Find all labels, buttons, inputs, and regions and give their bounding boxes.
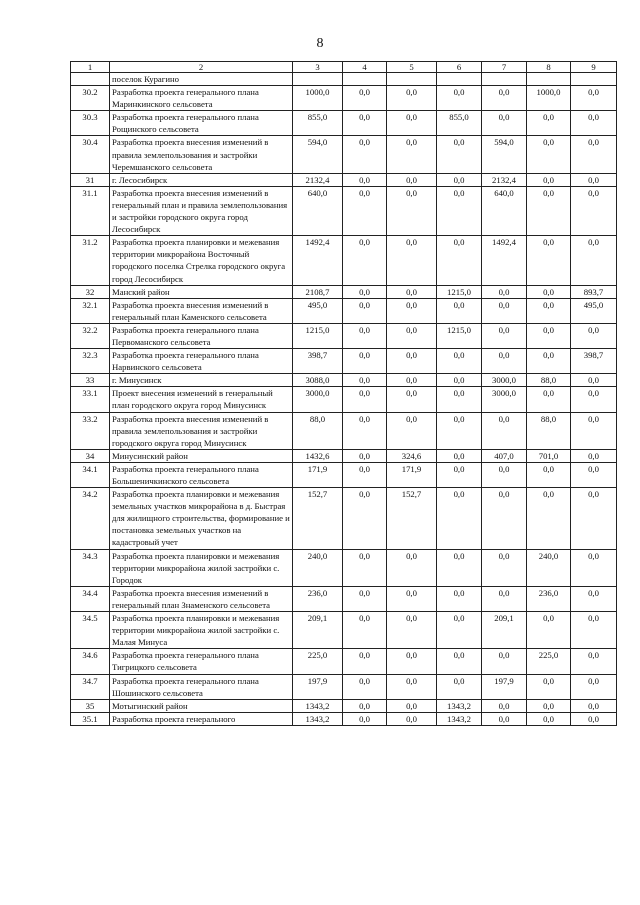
amount-cell: 0,0 <box>343 449 387 462</box>
amount-cell: 0,0 <box>437 488 482 549</box>
amount-cell: 594,0 <box>482 136 527 173</box>
amount-cell: 0,0 <box>571 586 617 611</box>
row-number: 30.4 <box>71 136 110 173</box>
table-row <box>71 449 617 462</box>
amount-cell: 0,0 <box>571 323 617 348</box>
amount-cell: 0,0 <box>571 488 617 549</box>
amount-cell: 0,0 <box>482 649 527 674</box>
page-number: 8 <box>316 36 324 51</box>
amount-cell: 0,0 <box>437 236 482 285</box>
table-row <box>71 674 617 699</box>
amount-cell: 0,0 <box>343 111 387 136</box>
amount-cell: 225,0 <box>527 649 571 674</box>
table-row <box>71 111 617 136</box>
table-row <box>71 349 617 374</box>
amount-cell: 1215,0 <box>437 285 482 298</box>
amount-cell: 855,0 <box>437 111 482 136</box>
amount-cell: 1215,0 <box>437 323 482 348</box>
amount-cell: 0,0 <box>437 586 482 611</box>
amount-cell: 0,0 <box>343 186 387 235</box>
row-number: 35.1 <box>71 712 110 725</box>
amount-cell: 152,7 <box>387 488 437 549</box>
row-number: 35 <box>71 699 110 712</box>
amount-cell: 594,0 <box>293 136 343 173</box>
amount-cell: 0,0 <box>343 285 387 298</box>
amount-cell: 0,0 <box>343 349 387 374</box>
column-header: 9 <box>571 62 617 73</box>
amount-cell: 0,0 <box>343 412 387 449</box>
column-header: 5 <box>387 62 437 73</box>
row-description: Разработка проекта генерального плана Первоманского сельсовета <box>110 323 293 348</box>
amount-cell: 0,0 <box>387 649 437 674</box>
row-number: 31 <box>71 173 110 186</box>
amount-cell: 0,0 <box>387 236 437 285</box>
row-description: г. Минусинск <box>110 374 293 387</box>
table-row <box>71 298 617 323</box>
row-number: 33.2 <box>71 412 110 449</box>
amount-cell: 0,0 <box>343 549 387 586</box>
amount-cell: 171,9 <box>293 462 343 487</box>
amount-cell: 0,0 <box>343 699 387 712</box>
row-description: Разработка проекта генерального плана Рощинского сельсовета <box>110 111 293 136</box>
amount-cell: 1432,6 <box>293 449 343 462</box>
table-row <box>71 173 617 186</box>
amount-cell <box>437 73 482 86</box>
amount-cell: 0,0 <box>527 387 571 412</box>
amount-cell: 0,0 <box>527 674 571 699</box>
amount-cell: 225,0 <box>293 649 343 674</box>
amount-cell: 0,0 <box>571 136 617 173</box>
column-header: 2 <box>110 62 293 73</box>
amount-cell: 0,0 <box>437 186 482 235</box>
amount-cell: 0,0 <box>527 462 571 487</box>
amount-cell: 398,7 <box>293 349 343 374</box>
amount-cell: 0,0 <box>527 488 571 549</box>
column-header: 4 <box>343 62 387 73</box>
amount-cell: 0,0 <box>571 699 617 712</box>
amount-cell <box>387 73 437 86</box>
table-body <box>71 73 617 726</box>
table-row <box>71 387 617 412</box>
amount-cell: 0,0 <box>387 111 437 136</box>
amount-cell: 0,0 <box>343 323 387 348</box>
table-row <box>71 86 617 111</box>
amount-cell <box>343 73 387 86</box>
amount-cell: 0,0 <box>387 374 437 387</box>
row-number: 32.1 <box>71 298 110 323</box>
amount-cell: 0,0 <box>482 586 527 611</box>
amount-cell: 0,0 <box>437 549 482 586</box>
amount-cell: 240,0 <box>293 549 343 586</box>
amount-cell: 0,0 <box>437 86 482 111</box>
table-row <box>71 136 617 173</box>
amount-cell: 0,0 <box>343 136 387 173</box>
amount-cell: 0,0 <box>387 298 437 323</box>
amount-cell: 0,0 <box>571 549 617 586</box>
amount-cell: 0,0 <box>437 298 482 323</box>
amount-cell: 1492,4 <box>293 236 343 285</box>
amount-cell: 0,0 <box>387 699 437 712</box>
table-row <box>71 73 617 86</box>
amount-cell: 3000,0 <box>482 374 527 387</box>
amount-cell: 0,0 <box>343 173 387 186</box>
amount-cell: 0,0 <box>571 374 617 387</box>
table-row <box>71 612 617 649</box>
amount-cell: 197,9 <box>482 674 527 699</box>
amount-cell: 407,0 <box>482 449 527 462</box>
row-number: 31.2 <box>71 236 110 285</box>
budget-table <box>70 61 617 726</box>
amount-cell: 0,0 <box>437 462 482 487</box>
table-row <box>71 462 617 487</box>
row-description: Разработка проекта планировки и межевания земельных участков микрорайона в д. Быстрая для жилищного строительства, формирование и постановка земельных участков на кадастровый учет <box>110 488 293 549</box>
table-row <box>71 374 617 387</box>
amount-cell: 0,0 <box>527 173 571 186</box>
amount-cell: 0,0 <box>437 374 482 387</box>
row-number: 34.4 <box>71 586 110 611</box>
amount-cell: 701,0 <box>527 449 571 462</box>
column-header: 1 <box>71 62 110 73</box>
amount-cell: 0,0 <box>527 349 571 374</box>
amount-cell: 0,0 <box>343 374 387 387</box>
amount-cell: 0,0 <box>387 549 437 586</box>
amount-cell: 1343,2 <box>437 699 482 712</box>
amount-cell: 640,0 <box>293 186 343 235</box>
amount-cell: 240,0 <box>527 549 571 586</box>
amount-cell: 2132,4 <box>482 173 527 186</box>
amount-cell: 0,0 <box>482 462 527 487</box>
amount-cell: 0,0 <box>387 586 437 611</box>
amount-cell: 0,0 <box>387 186 437 235</box>
amount-cell: 0,0 <box>343 674 387 699</box>
amount-cell: 3088,0 <box>293 374 343 387</box>
amount-cell: 0,0 <box>571 412 617 449</box>
table-row <box>71 699 617 712</box>
amount-cell: 0,0 <box>343 86 387 111</box>
column-header: 8 <box>527 62 571 73</box>
amount-cell: 0,0 <box>527 298 571 323</box>
amount-cell: 0,0 <box>343 612 387 649</box>
amount-cell: 0,0 <box>482 712 527 725</box>
amount-cell: 88,0 <box>293 412 343 449</box>
amount-cell: 0,0 <box>527 111 571 136</box>
amount-cell: 0,0 <box>527 186 571 235</box>
amount-cell: 236,0 <box>527 586 571 611</box>
amount-cell: 0,0 <box>437 612 482 649</box>
table-row <box>71 712 617 725</box>
table-header-row <box>71 62 617 73</box>
column-header: 3 <box>293 62 343 73</box>
amount-cell: 0,0 <box>571 449 617 462</box>
row-number: 34.6 <box>71 649 110 674</box>
amount-cell: 0,0 <box>343 236 387 285</box>
amount-cell: 2108,7 <box>293 285 343 298</box>
amount-cell: 0,0 <box>527 323 571 348</box>
amount-cell: 0,0 <box>527 236 571 285</box>
row-number: 30.3 <box>71 111 110 136</box>
table-row <box>71 186 617 235</box>
row-number: 34.7 <box>71 674 110 699</box>
amount-cell: 0,0 <box>571 712 617 725</box>
amount-cell: 1343,2 <box>437 712 482 725</box>
row-description: Проект внесения изменений в генеральный план городского округа город Минусинск <box>110 387 293 412</box>
row-description: Манский район <box>110 285 293 298</box>
amount-cell: 893,7 <box>571 285 617 298</box>
row-number: 32 <box>71 285 110 298</box>
amount-cell: 0,0 <box>482 323 527 348</box>
row-description: поселок Курагино <box>110 73 293 86</box>
amount-cell: 0,0 <box>571 387 617 412</box>
row-number: 33.1 <box>71 387 110 412</box>
amount-cell: 1343,2 <box>293 699 343 712</box>
amount-cell <box>482 73 527 86</box>
amount-cell: 0,0 <box>387 349 437 374</box>
amount-cell: 324,6 <box>387 449 437 462</box>
amount-cell: 0,0 <box>482 549 527 586</box>
amount-cell: 0,0 <box>437 173 482 186</box>
table-row <box>71 649 617 674</box>
table-row <box>71 488 617 549</box>
amount-cell: 0,0 <box>482 86 527 111</box>
amount-cell: 1000,0 <box>293 86 343 111</box>
amount-cell: 3000,0 <box>482 387 527 412</box>
amount-cell: 0,0 <box>343 387 387 412</box>
amount-cell: 152,7 <box>293 488 343 549</box>
table-row <box>71 236 617 285</box>
amount-cell: 88,0 <box>527 412 571 449</box>
row-description: Разработка проекта генерального плана Маринкинского сельсовета <box>110 86 293 111</box>
amount-cell: 495,0 <box>571 298 617 323</box>
amount-cell: 0,0 <box>571 612 617 649</box>
amount-cell: 495,0 <box>293 298 343 323</box>
amount-cell: 88,0 <box>527 374 571 387</box>
row-description: Разработка проекта планировки и межевания территории микрорайона жилой застройки с. Городок <box>110 549 293 586</box>
amount-cell: 0,0 <box>387 285 437 298</box>
amount-cell: 640,0 <box>482 186 527 235</box>
row-number <box>71 73 110 86</box>
amount-cell: 0,0 <box>571 236 617 285</box>
amount-cell: 0,0 <box>482 298 527 323</box>
amount-cell: 0,0 <box>482 412 527 449</box>
amount-cell: 2132,4 <box>293 173 343 186</box>
amount-cell: 0,0 <box>482 488 527 549</box>
amount-cell <box>527 73 571 86</box>
amount-cell: 0,0 <box>387 173 437 186</box>
amount-cell: 0,0 <box>571 186 617 235</box>
amount-cell: 0,0 <box>437 674 482 699</box>
row-number: 32.3 <box>71 349 110 374</box>
amount-cell: 209,1 <box>293 612 343 649</box>
amount-cell: 0,0 <box>437 387 482 412</box>
row-number: 34.1 <box>71 462 110 487</box>
amount-cell: 0,0 <box>571 173 617 186</box>
amount-cell: 0,0 <box>482 111 527 136</box>
amount-cell: 0,0 <box>482 285 527 298</box>
amount-cell: 1215,0 <box>293 323 343 348</box>
amount-cell: 0,0 <box>527 612 571 649</box>
amount-cell: 0,0 <box>482 699 527 712</box>
row-description: Разработка проекта генерального <box>110 712 293 725</box>
table-row <box>71 285 617 298</box>
amount-cell: 0,0 <box>387 136 437 173</box>
amount-cell: 236,0 <box>293 586 343 611</box>
amount-cell: 398,7 <box>571 349 617 374</box>
row-description: Разработка проекта внесения изменений в генеральный план и правила землепользования и застройки городского округа город Лесосибирск <box>110 186 293 235</box>
amount-cell: 209,1 <box>482 612 527 649</box>
amount-cell: 0,0 <box>387 86 437 111</box>
row-description: Разработка проекта генерального плана Большеничкинского сельсовета <box>110 462 293 487</box>
table-row <box>71 586 617 611</box>
row-description: Разработка проекта генерального плана Тигрицкого сельсовета <box>110 649 293 674</box>
amount-cell: 0,0 <box>437 412 482 449</box>
table-row <box>71 549 617 586</box>
row-description: Минусинский район <box>110 449 293 462</box>
amount-cell: 0,0 <box>387 674 437 699</box>
row-number: 32.2 <box>71 323 110 348</box>
amount-cell: 0,0 <box>437 136 482 173</box>
row-description: Разработка проекта генерального плана Нарвинского сельсовета <box>110 349 293 374</box>
row-description: Разработка проекта внесения изменений в генеральный план Знаменского сельсовета <box>110 586 293 611</box>
row-description: Разработка проекта внесения изменений в генеральный план Каменского сельсовета <box>110 298 293 323</box>
row-description: Мотыгинский район <box>110 699 293 712</box>
table-row <box>71 323 617 348</box>
amount-cell: 171,9 <box>387 462 437 487</box>
amount-cell: 0,0 <box>571 649 617 674</box>
amount-cell: 0,0 <box>343 298 387 323</box>
amount-cell: 1492,4 <box>482 236 527 285</box>
amount-cell <box>571 73 617 86</box>
row-description: г. Лесосибирск <box>110 173 293 186</box>
row-description: Разработка проекта генерального плана Шошинского сельсовета <box>110 674 293 699</box>
amount-cell: 0,0 <box>527 712 571 725</box>
row-description: Разработка проекта внесения изменений в правила землепользования и застройки Черемшанского сельсовета <box>110 136 293 173</box>
column-header: 7 <box>482 62 527 73</box>
row-number: 34.3 <box>71 549 110 586</box>
amount-cell: 0,0 <box>387 712 437 725</box>
amount-cell: 0,0 <box>527 136 571 173</box>
amount-cell: 0,0 <box>343 462 387 487</box>
row-number: 31.1 <box>71 186 110 235</box>
row-number: 34.2 <box>71 488 110 549</box>
amount-cell: 197,9 <box>293 674 343 699</box>
row-number: 30.2 <box>71 86 110 111</box>
amount-cell: 0,0 <box>387 323 437 348</box>
amount-cell: 0,0 <box>343 649 387 674</box>
row-description: Разработка проекта внесения изменений в правила землепользования и застройки городского округа город Минусинск <box>110 412 293 449</box>
amount-cell: 0,0 <box>527 285 571 298</box>
amount-cell <box>293 73 343 86</box>
amount-cell: 0,0 <box>571 86 617 111</box>
amount-cell: 0,0 <box>437 649 482 674</box>
amount-cell: 0,0 <box>571 111 617 136</box>
amount-cell: 0,0 <box>387 612 437 649</box>
amount-cell: 0,0 <box>437 349 482 374</box>
amount-cell: 0,0 <box>343 586 387 611</box>
row-number: 33 <box>71 374 110 387</box>
row-description: Разработка проекта планировки и межевания территории микрорайона Восточный городского поселка Стрелка городского округа город Лесосибирск <box>110 236 293 285</box>
amount-cell: 0,0 <box>571 462 617 487</box>
amount-cell: 3000,0 <box>293 387 343 412</box>
amount-cell: 855,0 <box>293 111 343 136</box>
amount-cell: 0,0 <box>571 674 617 699</box>
amount-cell: 0,0 <box>387 412 437 449</box>
amount-cell: 1000,0 <box>527 86 571 111</box>
row-number: 34.5 <box>71 612 110 649</box>
column-header: 6 <box>437 62 482 73</box>
row-description: Разработка проекта планировки и межевания территории микрорайона жилой застройки с. Малая Минуса <box>110 612 293 649</box>
amount-cell: 0,0 <box>343 488 387 549</box>
amount-cell: 0,0 <box>387 387 437 412</box>
amount-cell: 0,0 <box>527 699 571 712</box>
amount-cell: 1343,2 <box>293 712 343 725</box>
amount-cell: 0,0 <box>343 712 387 725</box>
amount-cell: 0,0 <box>437 449 482 462</box>
table-row <box>71 412 617 449</box>
amount-cell: 0,0 <box>482 349 527 374</box>
row-number: 34 <box>71 449 110 462</box>
